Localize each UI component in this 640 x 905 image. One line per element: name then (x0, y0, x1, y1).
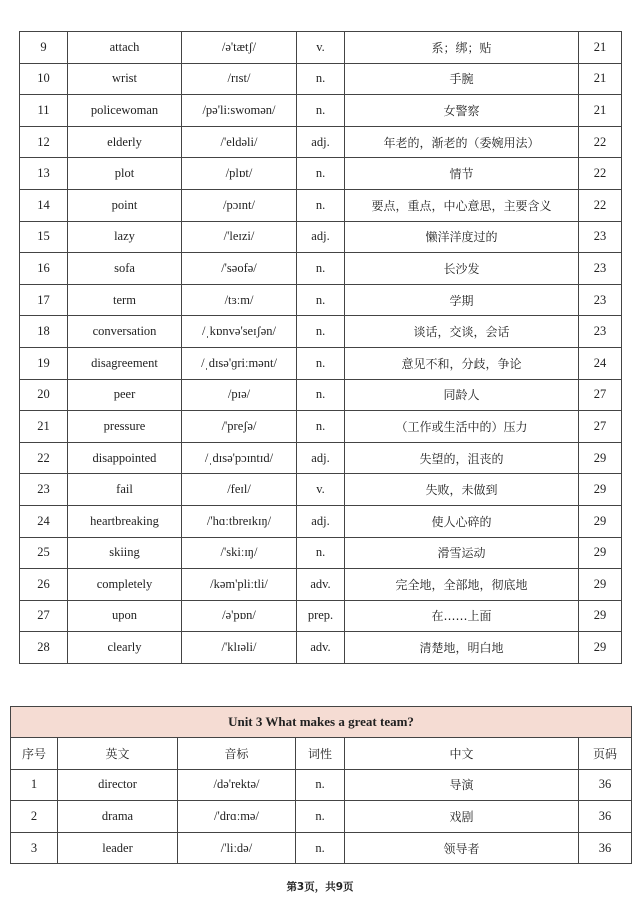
page-footer: 第3页，共9页 (286, 881, 354, 893)
cell-word: fail (68, 474, 182, 506)
cell-meaning: 谈话，交谈，会话 (345, 316, 579, 348)
cell-ipa: /'hɑːtbreɪkɪŋ/ (182, 505, 297, 537)
cell-word: drama (58, 801, 178, 833)
table-row (20, 316, 622, 348)
cell-meaning: 失望的，沮丧的 (345, 442, 579, 474)
cell-page: 22 (579, 126, 622, 158)
cell-no: 14 (20, 189, 68, 221)
table-row (20, 32, 622, 64)
cell-no: 28 (20, 632, 68, 664)
table-row (20, 347, 622, 379)
cell-pos: adj. (297, 505, 345, 537)
cell-word: sofa (68, 253, 182, 285)
cell-word: term (68, 284, 182, 316)
cell-meaning: 系；绑；贴 (345, 32, 579, 64)
cell-page: 23 (579, 221, 622, 253)
header-no: 序号 (11, 738, 58, 770)
cell-meaning: 年老的，渐老的（委婉用法） (345, 126, 579, 158)
cell-no: 21 (20, 411, 68, 443)
cell-no: 15 (20, 221, 68, 253)
cell-meaning: 长沙发 (345, 253, 579, 285)
cell-pos: prep. (297, 600, 345, 632)
cell-no: 2 (11, 801, 58, 833)
cell-word: leader (58, 832, 178, 864)
table-row (20, 63, 622, 95)
cell-page: 29 (579, 632, 622, 664)
header-word: 英文 (58, 738, 178, 770)
cell-word: plot (68, 158, 182, 190)
cell-page: 29 (579, 537, 622, 569)
cell-pos: adv. (297, 569, 345, 601)
unit-title-row (11, 707, 632, 738)
cell-meaning: 情节 (345, 158, 579, 190)
cell-meaning: 学期 (345, 284, 579, 316)
cell-ipa: /ə'pɒn/ (182, 600, 297, 632)
table-row (20, 442, 622, 474)
cell-word: elderly (68, 126, 182, 158)
table-row (20, 158, 622, 190)
table-row (20, 126, 622, 158)
cell-pos: n. (296, 769, 345, 801)
cell-no: 3 (11, 832, 58, 864)
cell-word: conversation (68, 316, 182, 348)
cell-ipa: /pə'li:swomən/ (182, 95, 297, 127)
cell-page: 27 (579, 379, 622, 411)
cell-meaning: 要点，重点，中心意思，主要含义 (345, 189, 579, 221)
cell-pos: adj. (297, 442, 345, 474)
cell-no: 27 (20, 600, 68, 632)
cell-page: 23 (579, 316, 622, 348)
cell-ipa: /'eldəli/ (182, 126, 297, 158)
cell-meaning: 戏剧 (345, 801, 579, 833)
cell-ipa: /ˌdɪsə'ɡriːmənt/ (182, 347, 297, 379)
cell-page: 23 (579, 284, 622, 316)
cell-no: 26 (20, 569, 68, 601)
cell-page: 27 (579, 411, 622, 443)
cell-pos: n. (297, 63, 345, 95)
cell-page: 29 (579, 600, 622, 632)
table-row (20, 253, 622, 285)
cell-ipa: /'klɪəli/ (182, 632, 297, 664)
vocab-table-unit3 (10, 706, 632, 864)
cell-word: wrist (68, 63, 182, 95)
cell-page: 29 (579, 442, 622, 474)
cell-ipa: /'liːdə/ (178, 832, 296, 864)
table-row (20, 411, 622, 443)
cell-pos: n. (297, 537, 345, 569)
cell-meaning: 同龄人 (345, 379, 579, 411)
cell-pos: n. (297, 411, 345, 443)
cell-meaning: 导演 (345, 769, 579, 801)
vocab-table-unit2 (19, 31, 622, 664)
table-row (20, 632, 622, 664)
cell-pos: n. (296, 832, 345, 864)
cell-word: skiing (68, 537, 182, 569)
table-row (20, 569, 622, 601)
cell-page: 21 (579, 95, 622, 127)
cell-word: director (58, 769, 178, 801)
cell-ipa: /'preʃə/ (182, 411, 297, 443)
cell-ipa: /plɒt/ (182, 158, 297, 190)
cell-word: point (68, 189, 182, 221)
cell-no: 20 (20, 379, 68, 411)
cell-meaning: 清楚地，明白地 (345, 632, 579, 664)
cell-meaning: 完全地，全部地，彻底地 (345, 569, 579, 601)
cell-word: lazy (68, 221, 182, 253)
table-row (11, 801, 632, 833)
cell-ipa: /'skiːɪŋ/ (182, 537, 297, 569)
header-meaning: 中文 (345, 738, 579, 770)
table-row (20, 537, 622, 569)
cell-meaning: 失败，未做到 (345, 474, 579, 506)
cell-ipa: /'leɪzi/ (182, 221, 297, 253)
cell-pos: n. (296, 801, 345, 833)
cell-pos: v. (297, 32, 345, 64)
cell-pos: n. (297, 158, 345, 190)
header-row (11, 738, 632, 770)
cell-pos: n. (297, 347, 345, 379)
cell-pos: n. (297, 316, 345, 348)
cell-word: pressure (68, 411, 182, 443)
cell-page: 21 (579, 63, 622, 95)
cell-meaning: （工作或生活中的）压力 (345, 411, 579, 443)
header-page: 页码 (579, 738, 632, 770)
cell-word: policewoman (68, 95, 182, 127)
cell-pos: n. (297, 379, 345, 411)
cell-no: 25 (20, 537, 68, 569)
table-row (20, 95, 622, 127)
cell-word: clearly (68, 632, 182, 664)
cell-ipa: /kəm'pliːtli/ (182, 569, 297, 601)
table-row (20, 221, 622, 253)
unit-title: Unit 3 What makes a great team? (11, 707, 632, 738)
cell-ipa: /feɪl/ (182, 474, 297, 506)
table-row (11, 769, 632, 801)
header-pos: 词性 (296, 738, 345, 770)
cell-meaning: 使人心碎的 (345, 505, 579, 537)
cell-no: 24 (20, 505, 68, 537)
cell-ipa: /rɪst/ (182, 63, 297, 95)
cell-ipa: /ˌkɒnvə'seɪʃən/ (182, 316, 297, 348)
table-row (20, 189, 622, 221)
cell-pos: n. (297, 189, 345, 221)
cell-no: 12 (20, 126, 68, 158)
cell-page: 23 (579, 253, 622, 285)
cell-page: 22 (579, 189, 622, 221)
cell-no: 16 (20, 253, 68, 285)
header-ipa: 音标 (178, 738, 296, 770)
table-row (20, 379, 622, 411)
cell-page: 36 (579, 832, 632, 864)
cell-page: 36 (579, 769, 632, 801)
cell-meaning: 在……上面 (345, 600, 579, 632)
cell-ipa: /də'rektə/ (178, 769, 296, 801)
cell-meaning: 手腕 (345, 63, 579, 95)
cell-pos: adj. (297, 126, 345, 158)
cell-pos: n. (297, 95, 345, 127)
cell-word: heartbreaking (68, 505, 182, 537)
cell-word: attach (68, 32, 182, 64)
cell-no: 23 (20, 474, 68, 506)
cell-meaning: 领导者 (345, 832, 579, 864)
cell-pos: adj. (297, 221, 345, 253)
cell-meaning: 女警察 (345, 95, 579, 127)
table-row (20, 505, 622, 537)
cell-no: 9 (20, 32, 68, 64)
cell-pos: n. (297, 253, 345, 285)
cell-pos: n. (297, 284, 345, 316)
cell-page: 22 (579, 158, 622, 190)
cell-ipa: /ə'tætʃ/ (182, 32, 297, 64)
cell-no: 10 (20, 63, 68, 95)
cell-word: peer (68, 379, 182, 411)
cell-meaning: 滑雪运动 (345, 537, 579, 569)
cell-no: 11 (20, 95, 68, 127)
cell-meaning: 懒洋洋度过的 (345, 221, 579, 253)
cell-no: 13 (20, 158, 68, 190)
cell-page: 24 (579, 347, 622, 379)
cell-word: disagreement (68, 347, 182, 379)
table-row (20, 600, 622, 632)
cell-word: disappointed (68, 442, 182, 474)
table-row (11, 832, 632, 864)
cell-page: 29 (579, 505, 622, 537)
cell-no: 1 (11, 769, 58, 801)
cell-page: 29 (579, 569, 622, 601)
table-row (20, 474, 622, 506)
cell-ipa: /'drɑːmə/ (178, 801, 296, 833)
cell-page: 21 (579, 32, 622, 64)
cell-ipa: /pɪə/ (182, 379, 297, 411)
cell-no: 17 (20, 284, 68, 316)
cell-pos: adv. (297, 632, 345, 664)
cell-ipa: /tɜːm/ (182, 284, 297, 316)
cell-no: 19 (20, 347, 68, 379)
cell-page: 29 (579, 474, 622, 506)
cell-no: 22 (20, 442, 68, 474)
table-row (20, 284, 622, 316)
cell-page: 36 (579, 801, 632, 833)
cell-ipa: /pɔɪnt/ (182, 189, 297, 221)
cell-word: completely (68, 569, 182, 601)
cell-ipa: /ˌdɪsə'pɔɪntɪd/ (182, 442, 297, 474)
cell-word: upon (68, 600, 182, 632)
cell-meaning: 意见不和，分歧，争论 (345, 347, 579, 379)
cell-no: 18 (20, 316, 68, 348)
cell-ipa: /'səofə/ (182, 253, 297, 285)
cell-pos: v. (297, 474, 345, 506)
